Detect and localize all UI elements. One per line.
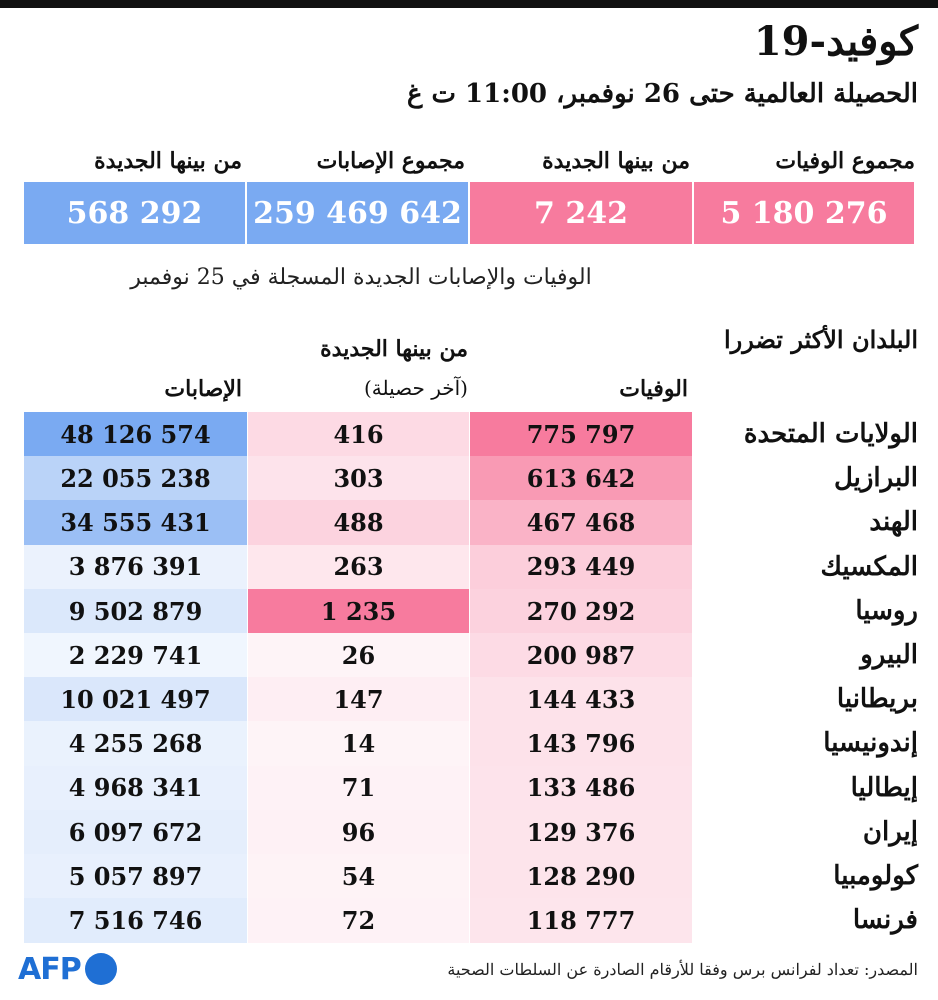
country-name: الهند xyxy=(869,507,918,538)
afp-logo-text: AFP xyxy=(18,951,81,987)
cases-cell: 9 502 879 xyxy=(24,589,247,634)
new-deaths-cell: 488 xyxy=(248,500,469,545)
cases-cell: 22 055 238 xyxy=(24,456,247,501)
cases-cell: 7 516 746 xyxy=(24,898,247,943)
new-deaths-cell: 14 xyxy=(248,721,469,766)
source-note: المصدر: تعداد لفرانس برس وفقا للأرقام الصادرة عن السلطات الصحية xyxy=(447,960,918,979)
deaths-cell: 133 486 xyxy=(470,766,692,811)
afp-logo-dot-icon xyxy=(85,953,117,985)
top-bar xyxy=(0,0,938,8)
cases-column-header: الإصابات xyxy=(164,376,242,402)
new-deaths-cell: 54 xyxy=(248,854,469,899)
country-name: الولايات المتحدة xyxy=(743,419,918,449)
country-name: روسيا xyxy=(855,595,918,626)
cases-cell: 4 968 341 xyxy=(24,766,247,811)
country-name: إيران xyxy=(862,816,918,847)
cases-cell: 34 555 431 xyxy=(24,500,247,545)
cases-cell: 5 057 897 xyxy=(24,854,247,899)
deaths-cell: 613 642 xyxy=(470,456,692,501)
new-deaths-cell: 416 xyxy=(248,412,469,457)
cases-cell: 2 229 741 xyxy=(24,633,247,678)
table-note: الوفيات والإصابات الجديدة المسجلة في 25 نوفمبر xyxy=(130,265,592,290)
new-deaths-cell: 96 xyxy=(248,810,469,855)
deaths-cell: 129 376 xyxy=(470,810,692,855)
cases-cell: 10 021 497 xyxy=(24,677,247,722)
new-column-subheader: (آخر حصيلة) xyxy=(363,376,468,400)
cases-total-label: مجموع الإصابات xyxy=(316,148,465,174)
country-name: فرنسا xyxy=(852,905,918,936)
cases-new-label: من بينها الجديدة xyxy=(94,148,242,174)
new-column-header: من بينها الجديدة xyxy=(320,336,468,362)
new-deaths-cell: 1 235 xyxy=(248,589,469,634)
new-deaths-cell: 147 xyxy=(248,677,469,722)
new-deaths-cell: 26 xyxy=(248,633,469,678)
deaths-cell: 200 987 xyxy=(470,633,692,678)
deaths-cell: 467 468 xyxy=(470,500,692,545)
deaths-column-header: الوفيات xyxy=(619,376,688,402)
deaths-total-label: مجموع الوفيات xyxy=(775,148,915,174)
deaths-total-value: 5 180 276 xyxy=(694,182,914,244)
country-name: كولومبيا xyxy=(833,861,918,891)
deaths-cell: 144 433 xyxy=(470,677,692,722)
deaths-cell: 128 290 xyxy=(470,854,692,899)
country-name: البرازيل xyxy=(833,463,918,494)
deaths-cell: 775 797 xyxy=(470,412,692,457)
new-deaths-cell: 72 xyxy=(248,898,469,943)
cases-new-value: 568 292 xyxy=(24,182,245,244)
page-subtitle: الحصيلة العالمية حتى 26 نوفمبر، 11:00 ت غ xyxy=(406,79,918,109)
country-name: البيرو xyxy=(860,640,918,670)
afp-logo xyxy=(18,950,117,988)
deaths-cell: 118 777 xyxy=(470,898,692,943)
country-name: إيطاليا xyxy=(850,772,918,803)
deaths-cell: 270 292 xyxy=(470,589,692,634)
deaths-new-value: 7 242 xyxy=(470,182,692,244)
deaths-cell: 143 796 xyxy=(470,721,692,766)
country-name: إندونيسيا xyxy=(823,728,918,759)
cases-cell: 3 876 391 xyxy=(24,545,247,590)
deaths-new-label: من بينها الجديدة xyxy=(542,148,690,174)
new-deaths-cell: 303 xyxy=(248,456,469,501)
country-name: بريطانيا xyxy=(836,684,918,715)
table-heading: البلدان الأكثر تضررا xyxy=(723,325,918,354)
new-deaths-cell: 71 xyxy=(248,766,469,811)
cases-cell: 6 097 672 xyxy=(24,810,247,855)
page-title: كوفيد-19 xyxy=(753,18,918,65)
country-name: المكسيك xyxy=(820,551,918,582)
cases-cell: 4 255 268 xyxy=(24,721,247,766)
cases-total-value: 259 469 642 xyxy=(247,182,468,244)
deaths-cell: 293 449 xyxy=(470,545,692,590)
new-deaths-cell: 263 xyxy=(248,545,469,590)
cases-cell: 48 126 574 xyxy=(24,412,247,457)
